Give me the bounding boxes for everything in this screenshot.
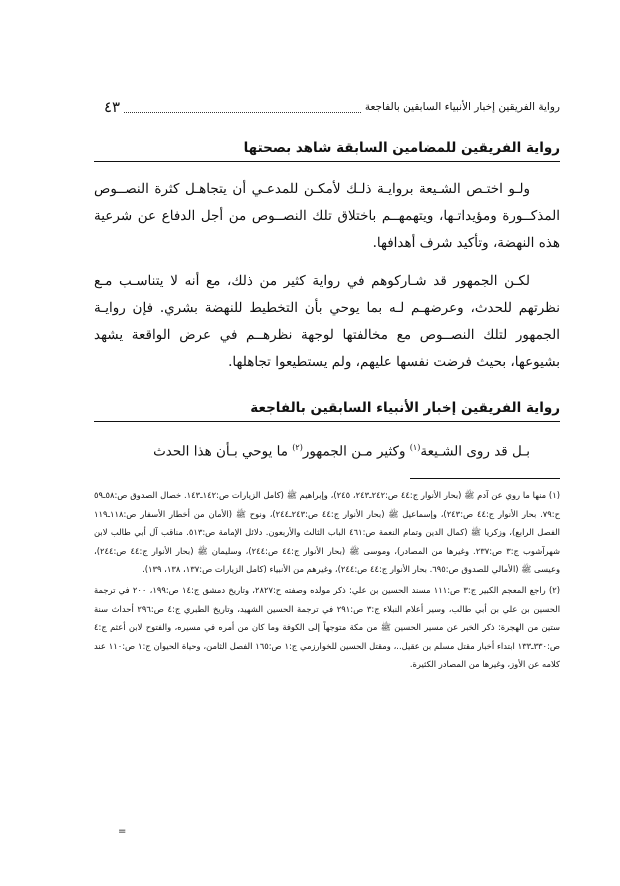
footnote-reference: (٢) — [292, 443, 303, 452]
running-title: رواية الفريقين إخبار الأنبياء السابقين بالفاجعة — [364, 101, 560, 113]
paragraph-text: وكثير مـن الجمهور — [302, 443, 410, 460]
section-heading: رواية الفريقين إخبار الأنبياء السابقين بالفاجعة — [94, 400, 560, 422]
page-number: ٤٣ — [104, 98, 121, 116]
footnote — [94, 486, 560, 579]
footnote-text: منها ما روي عن آدم ﷺ (بحار الأنوار ج:٤٤ ص:٢٤٢ـ٢٤٣، ٢٤٥)، وإبراهيم ﷺ (كامل الزيارات ص:١٤٢ـ١٤٣. خصال الصدوق ص:٥٨ـ٥٩ ح:٧٩. بحار الأنوار ج:٤٤ ص:٢٤٣)، وإسماعيل ﷺ (بحار الأنوار ج:٤٤ ص:٢٤٣ـ٢٤٤)، ونوح ﷺ (الأمان من أخطار الأسفار ص:١١٨ـ١١٩ الفصل الرابع)، وزكريا ﷺ (كمال الدين وتمام النعمة ص:٤٦١ الباب الثالث والأربعون. دلائل الإمامة ص:٥١٣. مناقب آل أبي طالب لابن شهرآشوب ج:٣ ص:٢٣٧. وغيرها من المصادر)، وموسى ﷺ (بحار الأنوار ج:٤٤ ص:٢٤٤)، وسليمان ﷺ (بحار الأنوار ج:٤٤ ص:٢٤٤)، وعيسى ﷺ (الأمالي للصدوق ص:٦٩٥. بحار الأنوار ج:٤٤ ص:٢٤٤)، وغيرهم من الأنبياء (كامل الزيارات ص:١٣٧، ١٣٨، ١٣٩). — [94, 490, 561, 575]
running-header — [104, 96, 560, 118]
footnote-reference: (١) — [409, 443, 421, 452]
section-heading: رواية الفريقين للمضامين السابقة شاهد بصحتها — [94, 140, 560, 162]
body-paragraph: لكـن الجمهور قد شـاركوهم في رواية كثير من ذلك، مع أنه لا يتناسـب مـع نظرتهم للحدث، وعرضهـم لـه بما يوحي بأن التخطيط للنهضة بشري. فإن روايـة الجمهور لتلك النصــوص مع مخالفتها لوجهة نظرهــم في عرض الواقعة يشهد بشيوعها، بحيث فرضت نفسها عليهم، ولم يستطيعوا تجاهلها. — [94, 273, 560, 370]
footnote-number: (١) — [548, 490, 560, 500]
footnote — [94, 581, 560, 674]
continuation-mark: = — [118, 826, 127, 837]
footnotes — [94, 486, 560, 676]
footnote-divider — [410, 478, 560, 479]
body-paragraph: ولـو اختـص الشـيعة بروايـة ذلـك لأمكـن للمدعـي أن يتجاهـل كثرة النصــوص المذكــورة ومؤيداتـها، ويتهمهــم باختلاق تلك النصــوص من أجل الدفاع عن شرعية هذه النهضة، وتأكيد شرف أهدافها. — [94, 181, 560, 251]
body-paragraph — [94, 434, 560, 466]
footnote-text: راجع المعجم الكبير ج:٣ ص:١١١ مسند الحسين بن علي: ذكر مولده وصفته ح:٢٨٢٧، وتاريخ دمشق ج:١٤ ص:١٩٩، ٢٠٠ في ترجمة الحسين بن علي بن أبي طالب، وسير أعلام النبلاء ج:٣ ص:٢٩١ في ترجمة الحسين الشهيد، وتاريخ الطبري ج:٤ ص:٢٩٦ أحداث سنة ستين من الهجرة: ذكر الخبر عن مسير الحسين ﷺ من مكة متوجهاً إلى الكوفة وما كان من أمره في مسيره، والفتوح لابن أعثم ج:٤ ص:٣٣٠ـ١٣٣ ابتداء أخبار مقتل مسلم بن عقيل..، ومقتل الحسين للخوارزمي ج:١ ص:١٦٥ الفصل الثامن، وحياة الحيوان ج:١ ص:١١٠ عند كلامه عن الأوز، وغيرها من المصادر الكثيرة. — [94, 584, 561, 670]
paragraph-text: ما يوحي بـأن هذا الحدث — [153, 443, 293, 460]
paragraph-text: بـل قد روى الشـيعة — [420, 443, 530, 460]
footnote-number: (٢) — [548, 584, 560, 595]
header-leader-dots — [124, 102, 361, 113]
